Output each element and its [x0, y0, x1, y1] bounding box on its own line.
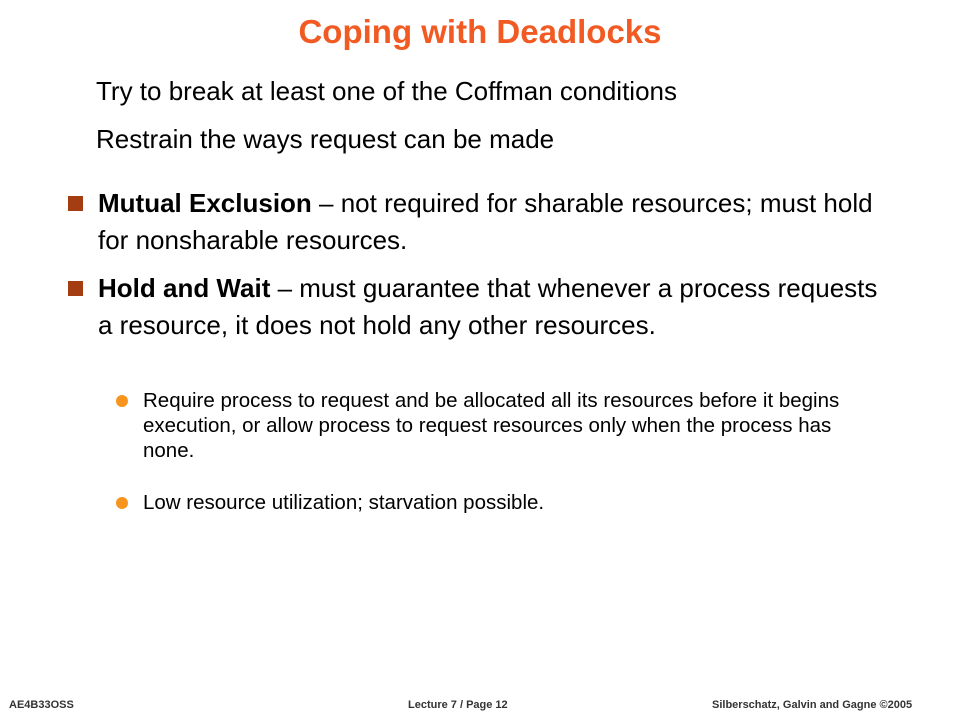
slide-title: Coping with Deadlocks: [298, 13, 662, 50]
bullet-text: – must guarantee that whenever a process requests a resource, it does not hold any other resources.: [98, 273, 878, 340]
sub-bullet-1: [143, 388, 883, 463]
bullet-mutual-exclusion: [98, 185, 898, 259]
circle-bullet-icon: [116, 497, 128, 509]
intro-line-1: Try to break at least one of the Coffman conditions: [96, 76, 677, 106]
circle-bullet-icon: [116, 395, 128, 407]
bullet-text: – not required for sharable resources; must hold for nonsharable resources.: [98, 188, 873, 255]
footer-course: AE4B33OSS: [9, 699, 74, 711]
intro-line-2: Restrain the ways request can be made: [96, 124, 555, 154]
sub-bullet-text: Low resource utilization; starvation possible.: [143, 491, 545, 514]
sub-bullet-2: [143, 490, 883, 515]
bullet-term: Hold and Wait: [98, 273, 271, 303]
bullet-hold-and-wait: [98, 270, 898, 344]
footer-lecture: Lecture 7 / Page 12: [408, 699, 508, 711]
bullet-term: Mutual Exclusion: [98, 188, 312, 218]
square-bullet-icon: [68, 281, 83, 296]
sub-bullet-text: Require process to request and be allocated all its resources before it begins execution, or allow process to request resources only when the process has none.: [143, 389, 840, 462]
footer-credit: Silberschatz, Galvin and Gagne ©2005: [712, 699, 913, 711]
square-bullet-icon: [68, 196, 83, 211]
